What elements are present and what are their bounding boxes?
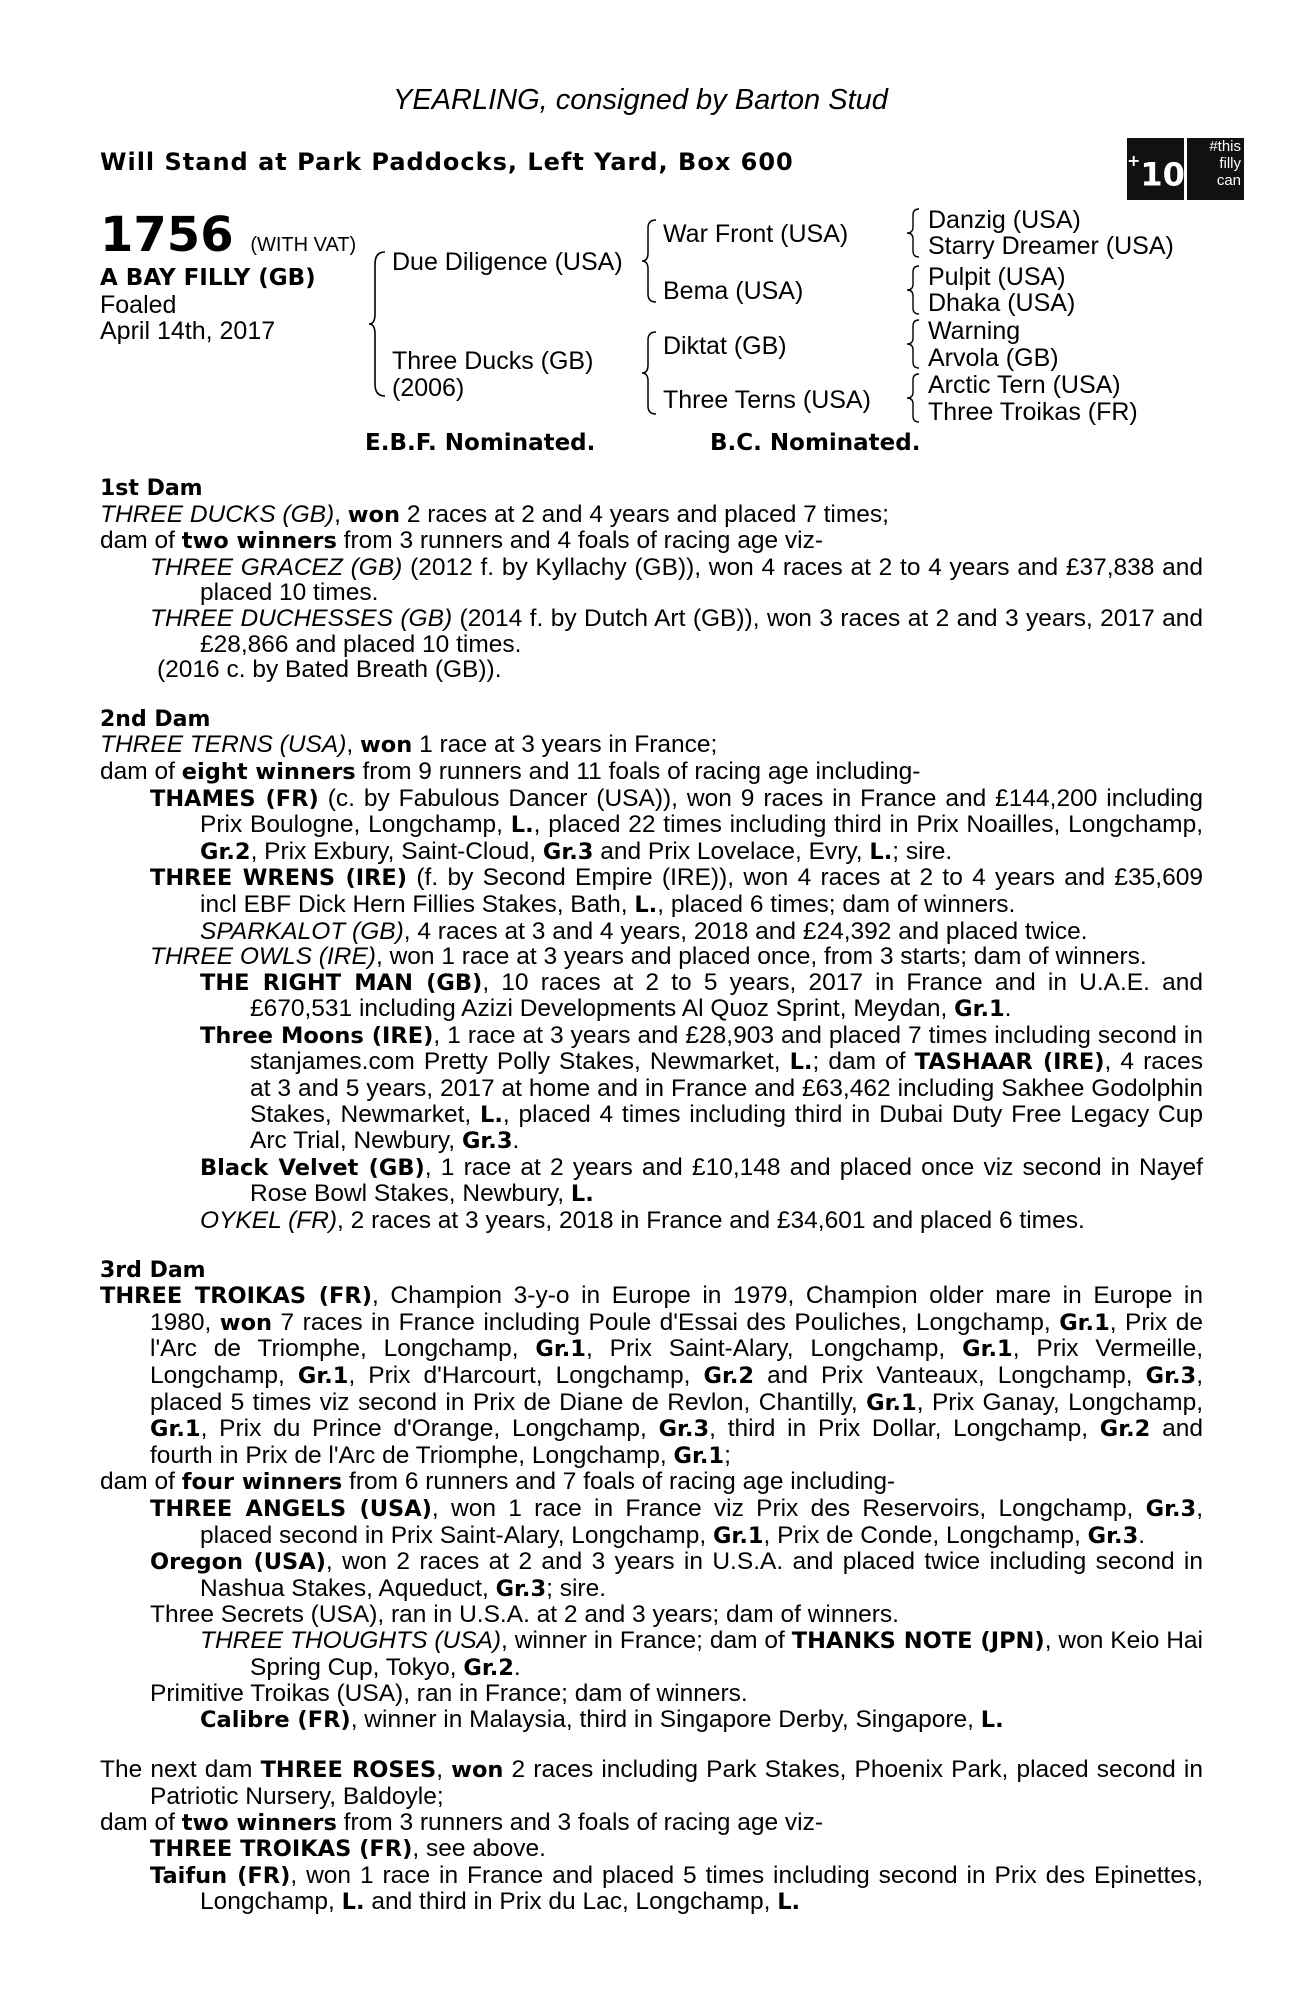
foaled-date: April 14th, 2017	[100, 317, 276, 345]
pedigree-brace-dam	[640, 330, 658, 416]
sire-dam-dam: Dhaka (USA)	[928, 289, 1076, 317]
ebf-nominated: E.B.F. Nominated.	[365, 430, 596, 456]
sire-dam-sire: Pulpit (USA)	[928, 263, 1066, 291]
pedigree-brace-3b	[905, 264, 921, 316]
sire-dam: Bema (USA)	[663, 277, 804, 305]
bc-nominated: B.C. Nominated.	[710, 430, 921, 456]
vat-note: (WITH VAT)	[250, 234, 357, 256]
consigned-heading: YEARLING, consigned by Barton Stud	[393, 84, 888, 116]
list-item: Three Secrets (USA), ran in U.S.A. at 2 and 3 years; dam of winners.	[150, 1601, 899, 1629]
list-item: THE RIGHT MAN (GB), 10 races at 2 to 5 years, 2017 in France and in U.A.E. and £670,531 including Azizi Developments Al Quoz Sprint, Meydan, Gr.1.	[200, 968, 1203, 1023]
list-item: THREE WRENS (IRE) (f. by Second Empire (IRE)), won 4 races at 2 to 4 years and £35,609 incl EBF Dick Hern Fillies Stakes, Bath, L., placed 6 times; dam of winners.	[150, 864, 1203, 918]
dam-dam-sire: Arctic Tern (USA)	[928, 371, 1121, 399]
dam-sire-sire: Warning	[928, 317, 1021, 345]
pedigree-brace-main	[367, 250, 387, 398]
catalogue-body	[100, 476, 1203, 1916]
first-dam-record: THREE DUCKS (GB), won 2 races at 2 and 4 years and placed 7 times;	[100, 500, 889, 528]
first-dam-heading: 1st Dam	[100, 476, 203, 501]
dam-year: (2006)	[392, 374, 465, 402]
pedigree-brace-3d	[905, 372, 921, 424]
sire-sire-dam: Starry Dreamer (USA)	[928, 232, 1174, 260]
dam-dam: Three Terns (USA)	[663, 386, 871, 414]
list-item: Black Velvet (GB), 1 race at 2 years and £10,148 and placed once viz second in Nayef Rose Bowl Stakes, Newbury, L.	[200, 1153, 1203, 1208]
pedigree-brace-3c	[905, 318, 921, 370]
second-dam-produce: dam of eight winners from 9 runners and 11 foals of racing age including-	[100, 757, 921, 785]
third-dam-heading: 3rd Dam	[100, 1257, 206, 1283]
list-item: Primitive Troikas (USA), ran in France; dam of winners.	[150, 1680, 748, 1708]
sire-sire: War Front (USA)	[663, 220, 849, 248]
third-dam-produce: dam of four winners from 6 runners and 7 foals of racing age including-	[100, 1468, 896, 1496]
lot-number: 1756	[100, 207, 234, 263]
second-dam-record: THREE TERNS (USA), won 1 race at 3 years in France;	[100, 731, 718, 759]
stand-location: Will Stand at Park Paddocks, Left Yard, Box 600	[100, 148, 794, 176]
next-dam-produce: dam of two winners from 3 runners and 3 foals of racing age viz-	[100, 1808, 824, 1836]
pedigree-brace-sire	[640, 218, 658, 304]
list-item: Taifun (FR), won 1 race in France and placed 5 times including second in Prix des Epinettes, Longchamp, L. and third in Prix du Lac, Longchamp, L.	[150, 1861, 1203, 1916]
list-item: OYKEL (FR), 2 races at 3 years, 2018 in France and £34,601 and placed 6 times.	[200, 1207, 1085, 1235]
list-item: Calibre (FR), winner in Malaysia, third in Singapore Derby, Singapore, L.	[200, 1705, 1004, 1733]
first-dam-produce: dam of two winners from 3 runners and 4 foals of racing age viz-	[100, 527, 824, 555]
list-item: THREE GRACEZ (GB) (2012 f. by Kyllachy (GB)), won 4 races at 2 to 4 years and £37,838 and placed 10 times.	[150, 553, 1203, 607]
dam-sire-dam: Arvola (GB)	[928, 344, 1059, 372]
sire: Due Diligence (USA)	[392, 248, 623, 276]
dam-name: Three Ducks (GB)	[392, 347, 594, 375]
lot-number-line	[100, 207, 357, 270]
list-item: THREE ANGELS (USA), won 1 race in France viz Prix des Reservoirs, Longchamp, Gr.3, placed second in Prix Saint-Alary, Longchamp, Gr.1, Prix de Conde, Longchamp, Gr.3.	[150, 1494, 1203, 1549]
list-item: THREE TROIKAS (FR), see above.	[150, 1835, 546, 1863]
pedigree-brace-3a	[905, 207, 921, 259]
dam-sire: Diktat (GB)	[663, 332, 787, 360]
lot-description: A BAY FILLY (GB)	[100, 265, 316, 291]
list-item: THREE OWLS (IRE), won 1 race at 3 years and placed once, from 3 starts; dam of winners.	[150, 943, 1147, 971]
lot-block	[100, 207, 357, 270]
hashtag-logo: #this filly can	[1187, 138, 1244, 200]
foaled-label: Foaled	[100, 291, 177, 319]
ten-badge	[1127, 138, 1244, 200]
list-item: THAMES (FR) (c. by Fabulous Dancer (USA)), won 9 races in France and £144,200 including Prix Boulogne, Longchamp, L., placed 22 times including third in Prix Noailles, Longchamp, Gr.2, Prix Exbury, Saint-Cloud, Gr.3 and Prix Lovelace, Evry, L.; sire.	[150, 784, 1203, 865]
list-item: THREE DUCHESSES (GB) (2014 f. by Dutch Art (GB)), won 3 races at 2 and 3 years, 2017 and £28,866 and placed 10 times.	[150, 604, 1204, 658]
list-item: Three Moons (IRE), 1 race at 3 years and £28,903 and placed 7 times including second in stanjames.com Pretty Polly Stakes, Newmarket, L.; dam of TASHAAR (IRE), 4 races at 3 and 5 years, 2017 at home and in France and £63,462 including Sakhee Godolphin Stakes, Newmarket, L., placed 4 times including third in Dubai Duty Free Legacy Cup Arc Trial, Newbury, Gr.3.	[200, 1021, 1204, 1155]
list-item: SPARKALOT (GB), 4 races at 3 and 4 years, 2018 and £24,392 and placed twice.	[200, 917, 1088, 945]
third-dam-record: THREE TROIKAS (FR), Champion 3-y-o in Europe in 1979, Champion older mare in Europe in 1980, won 7 races in France including Poule d'Essai des Pouliches, Longchamp, Gr.1, Prix de l'Arc de Triomphe, Longchamp, Gr.1, Prix Saint-Alary, Longchamp, Gr.1, Prix Vermeille, Longchamp, Gr.1, Prix d'Harcourt, Longchamp, Gr.2 and Prix Vanteaux, Longchamp, Gr.3, placed 5 times viz second in Prix de Diane de Revlon, Chantilly, Gr.1, Prix Ganay, Longchamp, Gr.1, Prix du Prince d'Orange, Longchamp, Gr.3, third in Prix Dollar, Longchamp, Gr.2 and fourth in Prix de l'Arc de Triomphe, Longchamp, Gr.1;	[100, 1282, 1204, 1469]
second-dam-heading: 2nd Dam	[100, 706, 211, 732]
list-item: (2016 c. by Bated Breath (GB)).	[157, 656, 502, 684]
ten-logo-icon: +10	[1127, 138, 1184, 200]
dam-dam-dam: Three Troikas (FR)	[928, 398, 1138, 426]
next-dam-record: The next dam THREE ROSES, won 2 races including Park Stakes, Phoenix Park, placed second in Patriotic Nursery, Baldoyle;	[100, 1756, 1204, 1810]
list-item: Oregon (USA), won 2 races at 2 and 3 years in U.S.A. and placed twice including second in Nashua Stakes, Aqueduct, Gr.3; sire.	[150, 1548, 1203, 1602]
sire-sire-sire: Danzig (USA)	[928, 206, 1081, 234]
list-item: THREE THOUGHTS (USA), winner in France; dam of THANKS NOTE (JPN), won Keio Hai Spring Cup, Tokyo, Gr.2.	[200, 1626, 1204, 1681]
